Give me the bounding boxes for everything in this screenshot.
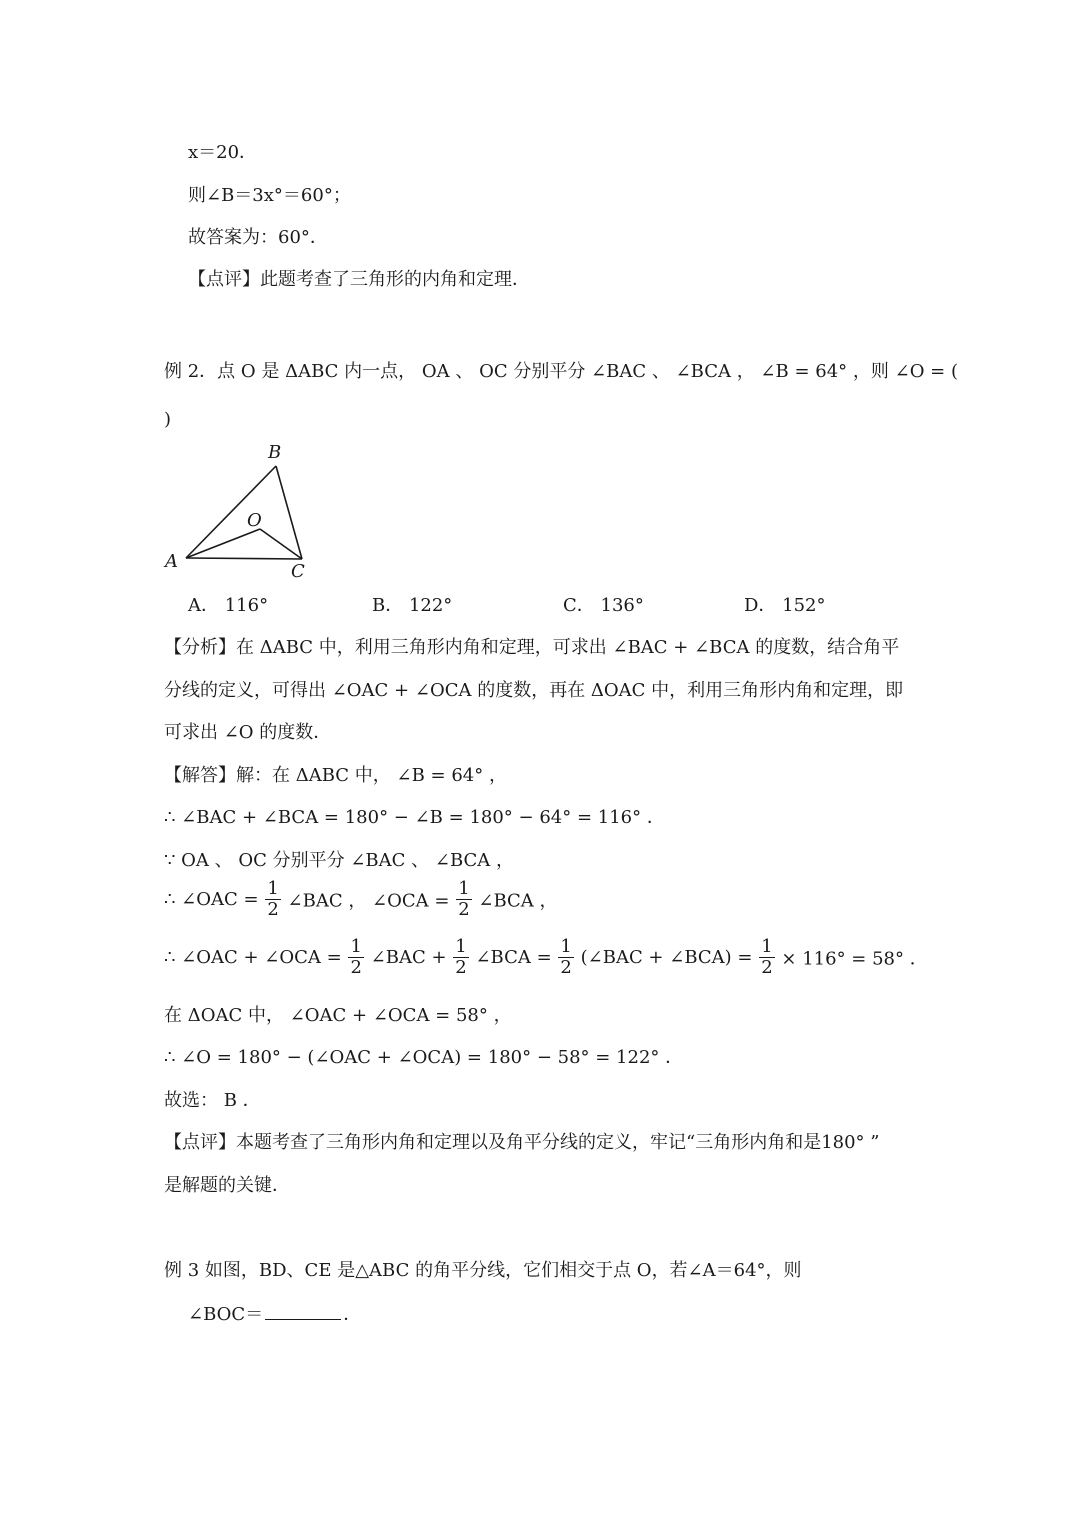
fraction-numerator: 1 [761, 936, 773, 957]
ex3-period: ． [343, 1304, 362, 1325]
option-c: C． 136° [563, 595, 644, 616]
fraction-half [759, 937, 774, 978]
sol5-part-d: (∠BAC + ∠BCA) = [580, 947, 753, 968]
fraction-half [348, 937, 363, 978]
option-a: A． 116° [188, 595, 269, 616]
prev-line-angle-b: 则∠B＝3x°＝60°； [188, 185, 351, 206]
solution-line4 [164, 879, 558, 939]
option-d: D． 152° [744, 595, 826, 616]
sol5-part-c: ∠BCA = [475, 947, 552, 968]
ex3-stem-line1: 例 3 如图，BD、CE 是△ABC 的角平分线，它们相交于点 O，若∠A＝64°，则 [164, 1260, 802, 1281]
answer-blank [265, 1303, 341, 1320]
side-ab [186, 466, 276, 558]
point-label-o: O [247, 510, 262, 531]
fraction-numerator: 1 [267, 878, 279, 899]
fraction-denominator: 2 [761, 957, 773, 978]
fraction-denominator: 2 [455, 957, 467, 978]
prev-line-answer: 故答案为：60°． [188, 227, 328, 248]
analysis-line3: 可求出 ∠O 的度数． [164, 722, 332, 743]
sol5-part-e: × 116° = 58° ． [781, 948, 928, 970]
solution-line5 [164, 937, 928, 997]
analysis-line1: 【分析】在 ΔABC 中，利用三角形内角和定理，可求出 ∠BAC + ∠BCA 的度数，结合角平 [164, 637, 900, 658]
fraction-numerator: 1 [455, 936, 467, 957]
ex2-stem-line2: ) [164, 409, 172, 430]
vertex-label-b: B [268, 442, 282, 463]
triangle-figure [155, 436, 325, 586]
fraction-half [558, 937, 573, 978]
fraction-numerator: 1 [560, 936, 572, 957]
fraction-numerator: 1 [458, 878, 470, 899]
comment-line1: 【点评】本题考查了三角形内角和定理以及角平分线的定义，牢记“三角形内角和是180° ” [164, 1132, 880, 1153]
vertex-label-c: C [291, 561, 305, 582]
sol4-part-b: ∠BAC ， ∠OCA = [287, 890, 450, 912]
fraction-denominator: 2 [267, 899, 279, 920]
solution-line1: 【解答】解：在 ΔABC 中， ∠B = 64° ， [164, 765, 507, 786]
fraction-half [265, 879, 280, 920]
sol5-part-b: ∠BAC + [370, 947, 447, 968]
ex3-angle-boc: ∠BOC＝ [188, 1304, 264, 1325]
side-bc [276, 466, 302, 559]
sol4-part-c: ∠BCA ， [478, 890, 558, 912]
fraction-denominator: 2 [458, 899, 470, 920]
ex3-stem-line2 [188, 1303, 361, 1327]
ex2-stem-line1: 例 2．点 O 是 ΔABC 内一点， OA 、 OC 分别平分 ∠BAC 、 ∠BCA ， ∠B = 64° ，则 ∠O = ( [164, 361, 958, 382]
prev-line-x: x＝20． [188, 142, 258, 163]
fraction-denominator: 2 [350, 957, 362, 978]
analysis-line2: 分线的定义，可得出 ∠OAC + ∠OCA 的度数，再在 ΔOAC 中，利用三角形内角和定理，即 [164, 680, 904, 701]
segment-oa [186, 529, 260, 558]
prev-line-comment: 【点评】此题考查了三角形的内角和定理． [188, 269, 530, 290]
solution-line2: ∴ ∠BAC + ∠BCA = 180° − ∠B = 180° − 64° = 116° ． [164, 807, 665, 828]
vertex-label-a: A [165, 551, 178, 572]
sol4-part-a: ∴ ∠OAC = [164, 889, 259, 910]
sol5-part-a: ∴ ∠OAC + ∠OCA = [164, 947, 342, 968]
fraction-numerator: 1 [350, 936, 362, 957]
fraction-half [456, 879, 471, 920]
fraction-half [453, 937, 468, 978]
fraction-denominator: 2 [560, 957, 572, 978]
option-b: B． 122° [372, 595, 453, 616]
comment-line2: 是解题的关键． [164, 1175, 290, 1196]
side-ac [186, 558, 302, 559]
solution-line3: ∵ OA 、 OC 分别平分 ∠BAC 、 ∠BCA ， [164, 850, 515, 871]
solution-line6: 在 ΔOAC 中， ∠OAC + ∠OCA = 58° ， [164, 1005, 512, 1026]
solution-line7: ∴ ∠O = 180° − (∠OAC + ∠OCA) = 180° − 58° = 122° ． [164, 1047, 684, 1068]
solution-answer: 故选： B ． [164, 1090, 261, 1111]
